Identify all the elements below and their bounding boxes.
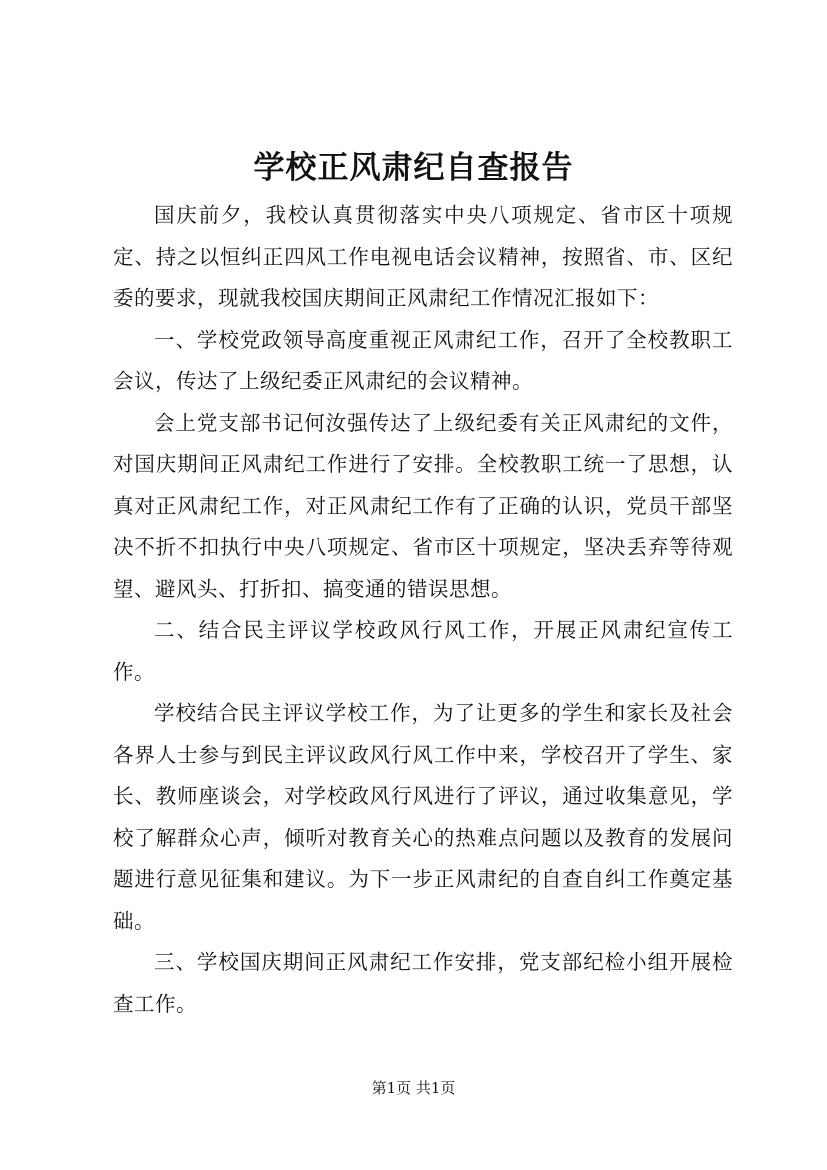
document-title: 学校正风肃纪自查报告: [253, 150, 574, 186]
paragraph-section-3-heading: 三、学校国庆期间正风肃纪工作安排，党支部纪检小组开展检查工作。: [113, 950, 733, 1016]
paragraph-intro: 国庆前夕，我校认真贯彻落实中央八项规定、省市区十项规定、持之以恒纠正四风工作电视电话会议精神，按照省、市、区纪委的要求，现就我校国庆期间正风肃纪工作情况汇报如下：: [113, 203, 733, 310]
paragraph-section-2-body: 学校结合民主评议学校工作，为了让更多的学生和家长及社会各界人士参与到民主评议政风行风工作中来，学校召开了学生、家长、教师座谈会，对学校政风行风进行了评议，通过收集意见，学校了解群众心声，倾听对教育关心的热难点问题以及教育的发展问题进行意见征集和建议。为下一步正风肃纪的自查自纠工作奠定基础。: [113, 701, 733, 933]
paragraph-section-1-heading: 一、学校党政领导高度重视正风肃纪工作，召开了全校教职工会议，传达了上级纪委正风肃纪的会议精神。: [113, 327, 733, 393]
paragraph-section-1-body: 会上党支部书记何汝强传达了上级纪委有关正风肃纪的文件，对国庆期间正风肃纪工作进行了安排。全校教职工统一了思想，认真对正风肃纪工作，对正风肃纪工作有了正确的认识，党员干部坚决不折不扣执行中央八项规定、省市区十项规定，坚决丢弃等待观望、避风头、打折扣、搞变通的错误思想。: [113, 410, 733, 601]
page-footer: [0, 1078, 827, 1098]
document-body: [113, 195, 733, 1025]
paragraph-section-2-heading: 二、结合民主评议学校政风行风工作，开展正风肃纪宣传工作。: [113, 618, 733, 684]
page-number-label: 第1页 共1页: [371, 1079, 456, 1097]
